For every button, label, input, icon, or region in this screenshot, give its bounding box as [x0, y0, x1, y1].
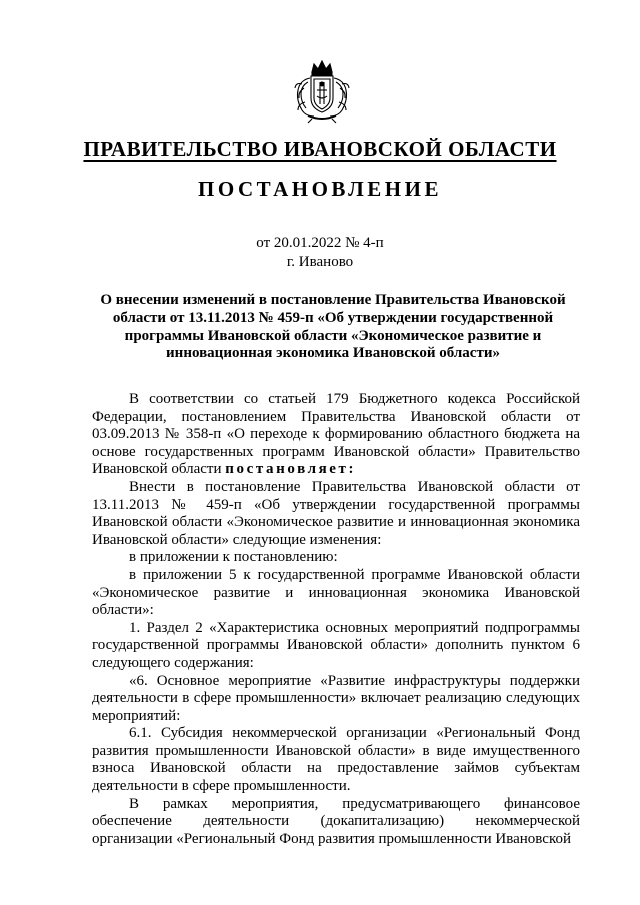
body-paragraph: Внести в постановление Правительства Ивановской области от 13.11.2013 № 459-п «Об утверждении государственной программы Ивановской области «Экономическое развитие и инновационная экономика Ивановской области» следующие изменения:	[92, 478, 580, 548]
body-paragraph-preamble	[92, 391, 580, 479]
government-title: ПРАВИТЕЛЬСТВО ИВАНОВСКОЙ ОБЛАСТИ	[83, 137, 557, 161]
document-date-number: от 20.01.2022 № 4-п	[256, 235, 384, 251]
document-body	[92, 391, 580, 848]
document-city: г. Иваново	[286, 254, 354, 270]
body-paragraph: в приложении к постановлению:	[129, 549, 338, 566]
resolves-word: постановляет:	[225, 461, 357, 478]
document-subject: О внесении изменений в постановление Правительства Ивановской области от 13.11.2013 № 459-п «Об утверждении государственной программы Ивановской области «Экономическое развитие и инновационная экономика Ивановской области»	[100, 292, 566, 362]
coat-of-arms-icon	[290, 58, 354, 124]
body-paragraph: «6. Основное мероприятие «Развитие инфраструктуры поддержки деятельности в сфере промышленности» включает реализацию следующих мероприятий:	[92, 672, 580, 724]
preamble-text: В соответствии со статьей 179 Бюджетного кодекса Российской Федерации, постановлением Правительства Ивановской области от 03.09.2013 № 358-п «О переходе к формированию областного бюджета на основе государственных программ Ивановской области» Правительство Ивановской области	[92, 391, 580, 478]
body-paragraph: в приложении 5 к государственной программе Ивановской области «Экономическое развитие и инновационная экономика Ивановской области»:	[92, 566, 580, 619]
body-paragraph: 1. Раздел 2 «Характеристика основных мероприятий подпрограммы государственной программы Ивановской области» дополнить пунктом 6 следующего содержания:	[92, 619, 580, 671]
document-type: ПОСТАНОВЛЕНИЕ	[198, 177, 442, 201]
body-paragraph: 6.1. Субсидия некоммерческой организации «Региональный Фонд развития промышленности Ивановской области» в виде имущественного взноса Ивановской области на предоставление займов субъектам деятельности в сфере промышленности.	[92, 725, 580, 795]
body-paragraph: В рамках мероприятия, предусматривающего финансовое обеспечение деятельности (докапитализацию) некоммерческой организации «Региональный Фонд развития промышленности Ивановской	[92, 795, 580, 847]
